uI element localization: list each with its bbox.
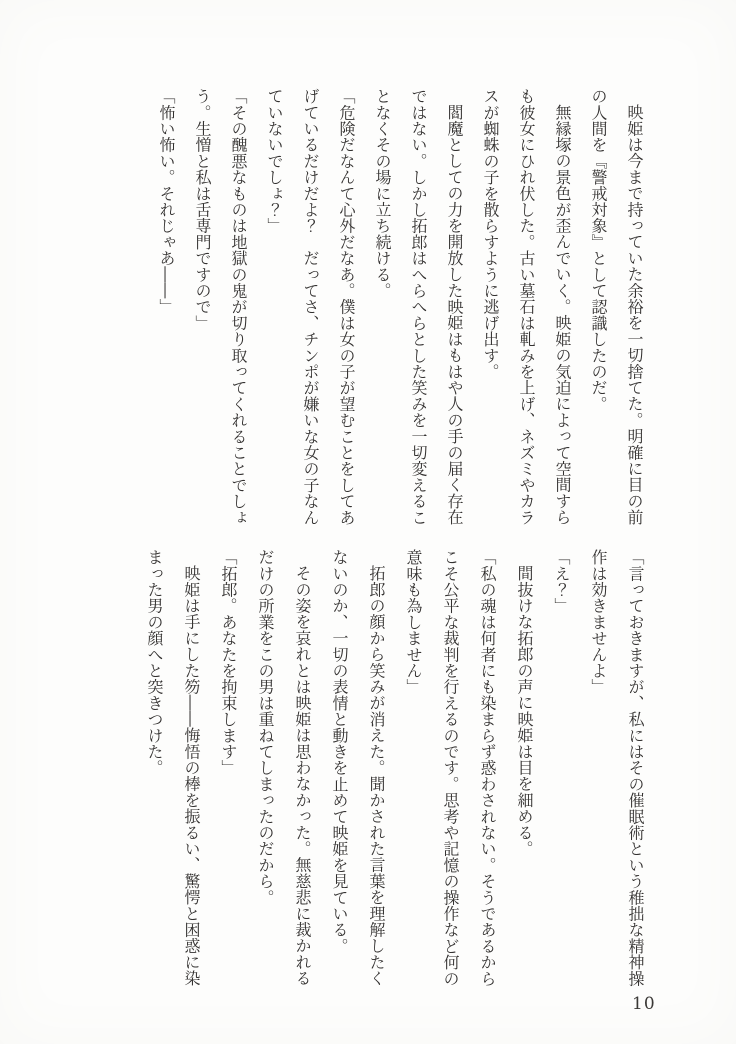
text-line: 無縁塚の景色が歪んでいく。映姫の気迫によって空間すら <box>553 104 572 526</box>
text-line: こそ公平な裁判を行えるのです。思考や記憶の操作など何の <box>441 549 460 987</box>
upper-text-block <box>148 88 652 528</box>
text-line: となくその場に立ち続ける。 <box>373 88 392 299</box>
text-line: う。生憎と私は舌専門ですので」 <box>193 88 212 331</box>
text-line: 意味も為しません」 <box>404 549 423 695</box>
text-line: ではない。しかし拓郎はへらへらとした笑みを一切変えるこ <box>409 88 428 526</box>
text-line: 間抜けな拓郎の声に映姫は目を細める。 <box>515 565 534 857</box>
text-line: 「言っておきますが、私にはその催眠術という稚拙な精神操 <box>626 549 645 987</box>
page-number: 10 <box>632 994 656 1014</box>
text-line: 映姫は手にした笏――悔悟の棒を振るい、驚愕と困惑に染 <box>182 565 201 987</box>
text-line: げているだけだよ？ だってさ、チンポが嫌いな女の子なん <box>301 88 320 526</box>
text-line: 「拓郎。あなたを拘束します」 <box>219 549 238 776</box>
text-line: 「危険だなんて心外だなあ。僕は女の子が望むことをしてあ <box>337 88 356 526</box>
text-line: その姿を哀れとは映姫は思わなかった。無慈悲に裁かれる <box>293 565 312 987</box>
lower-text-block <box>136 549 654 991</box>
text-line: 映姫は今まで持っていた余裕を一切捨てた。明確に目の前 <box>625 104 644 526</box>
text-line: スが蜘蛛の子を散らすように逃げ出す。 <box>481 88 500 380</box>
text-line: の人間を『警戒対象』として認識したのだ。 <box>589 88 608 412</box>
text-line: まった男の顔へと突きつけた。 <box>145 549 164 776</box>
text-line: 拓郎の顔から笑みが消えた。聞かされた言葉を理解したく <box>367 565 386 987</box>
text-line: 「その醜悪なものは地獄の鬼が切り取ってくれることでしょ <box>229 88 248 526</box>
text-line: 作は効きませんよ」 <box>589 549 608 695</box>
text-line: 閻魔としての力を開放した映姫はもはや人の手の届く存在 <box>445 104 464 526</box>
text-line: ていないでしょ？」 <box>265 88 284 234</box>
text-line: 「え？」 <box>552 549 571 614</box>
text-line: 「私の魂は何者にも染まらず惑わされない。そうであるから <box>478 549 497 987</box>
text-line: ないのか、一切の表情と動きを止めて映姫を見ている。 <box>330 549 349 954</box>
text-line: だけの所業をこの男は重ねてしまったのだから。 <box>256 549 275 906</box>
text-line: 「怖い怖い。それじゃあ――」 <box>157 88 176 315</box>
text-line: も彼女にひれ伏した。古い墓石は軋みを上げ、ネズミやカラ <box>517 88 536 526</box>
